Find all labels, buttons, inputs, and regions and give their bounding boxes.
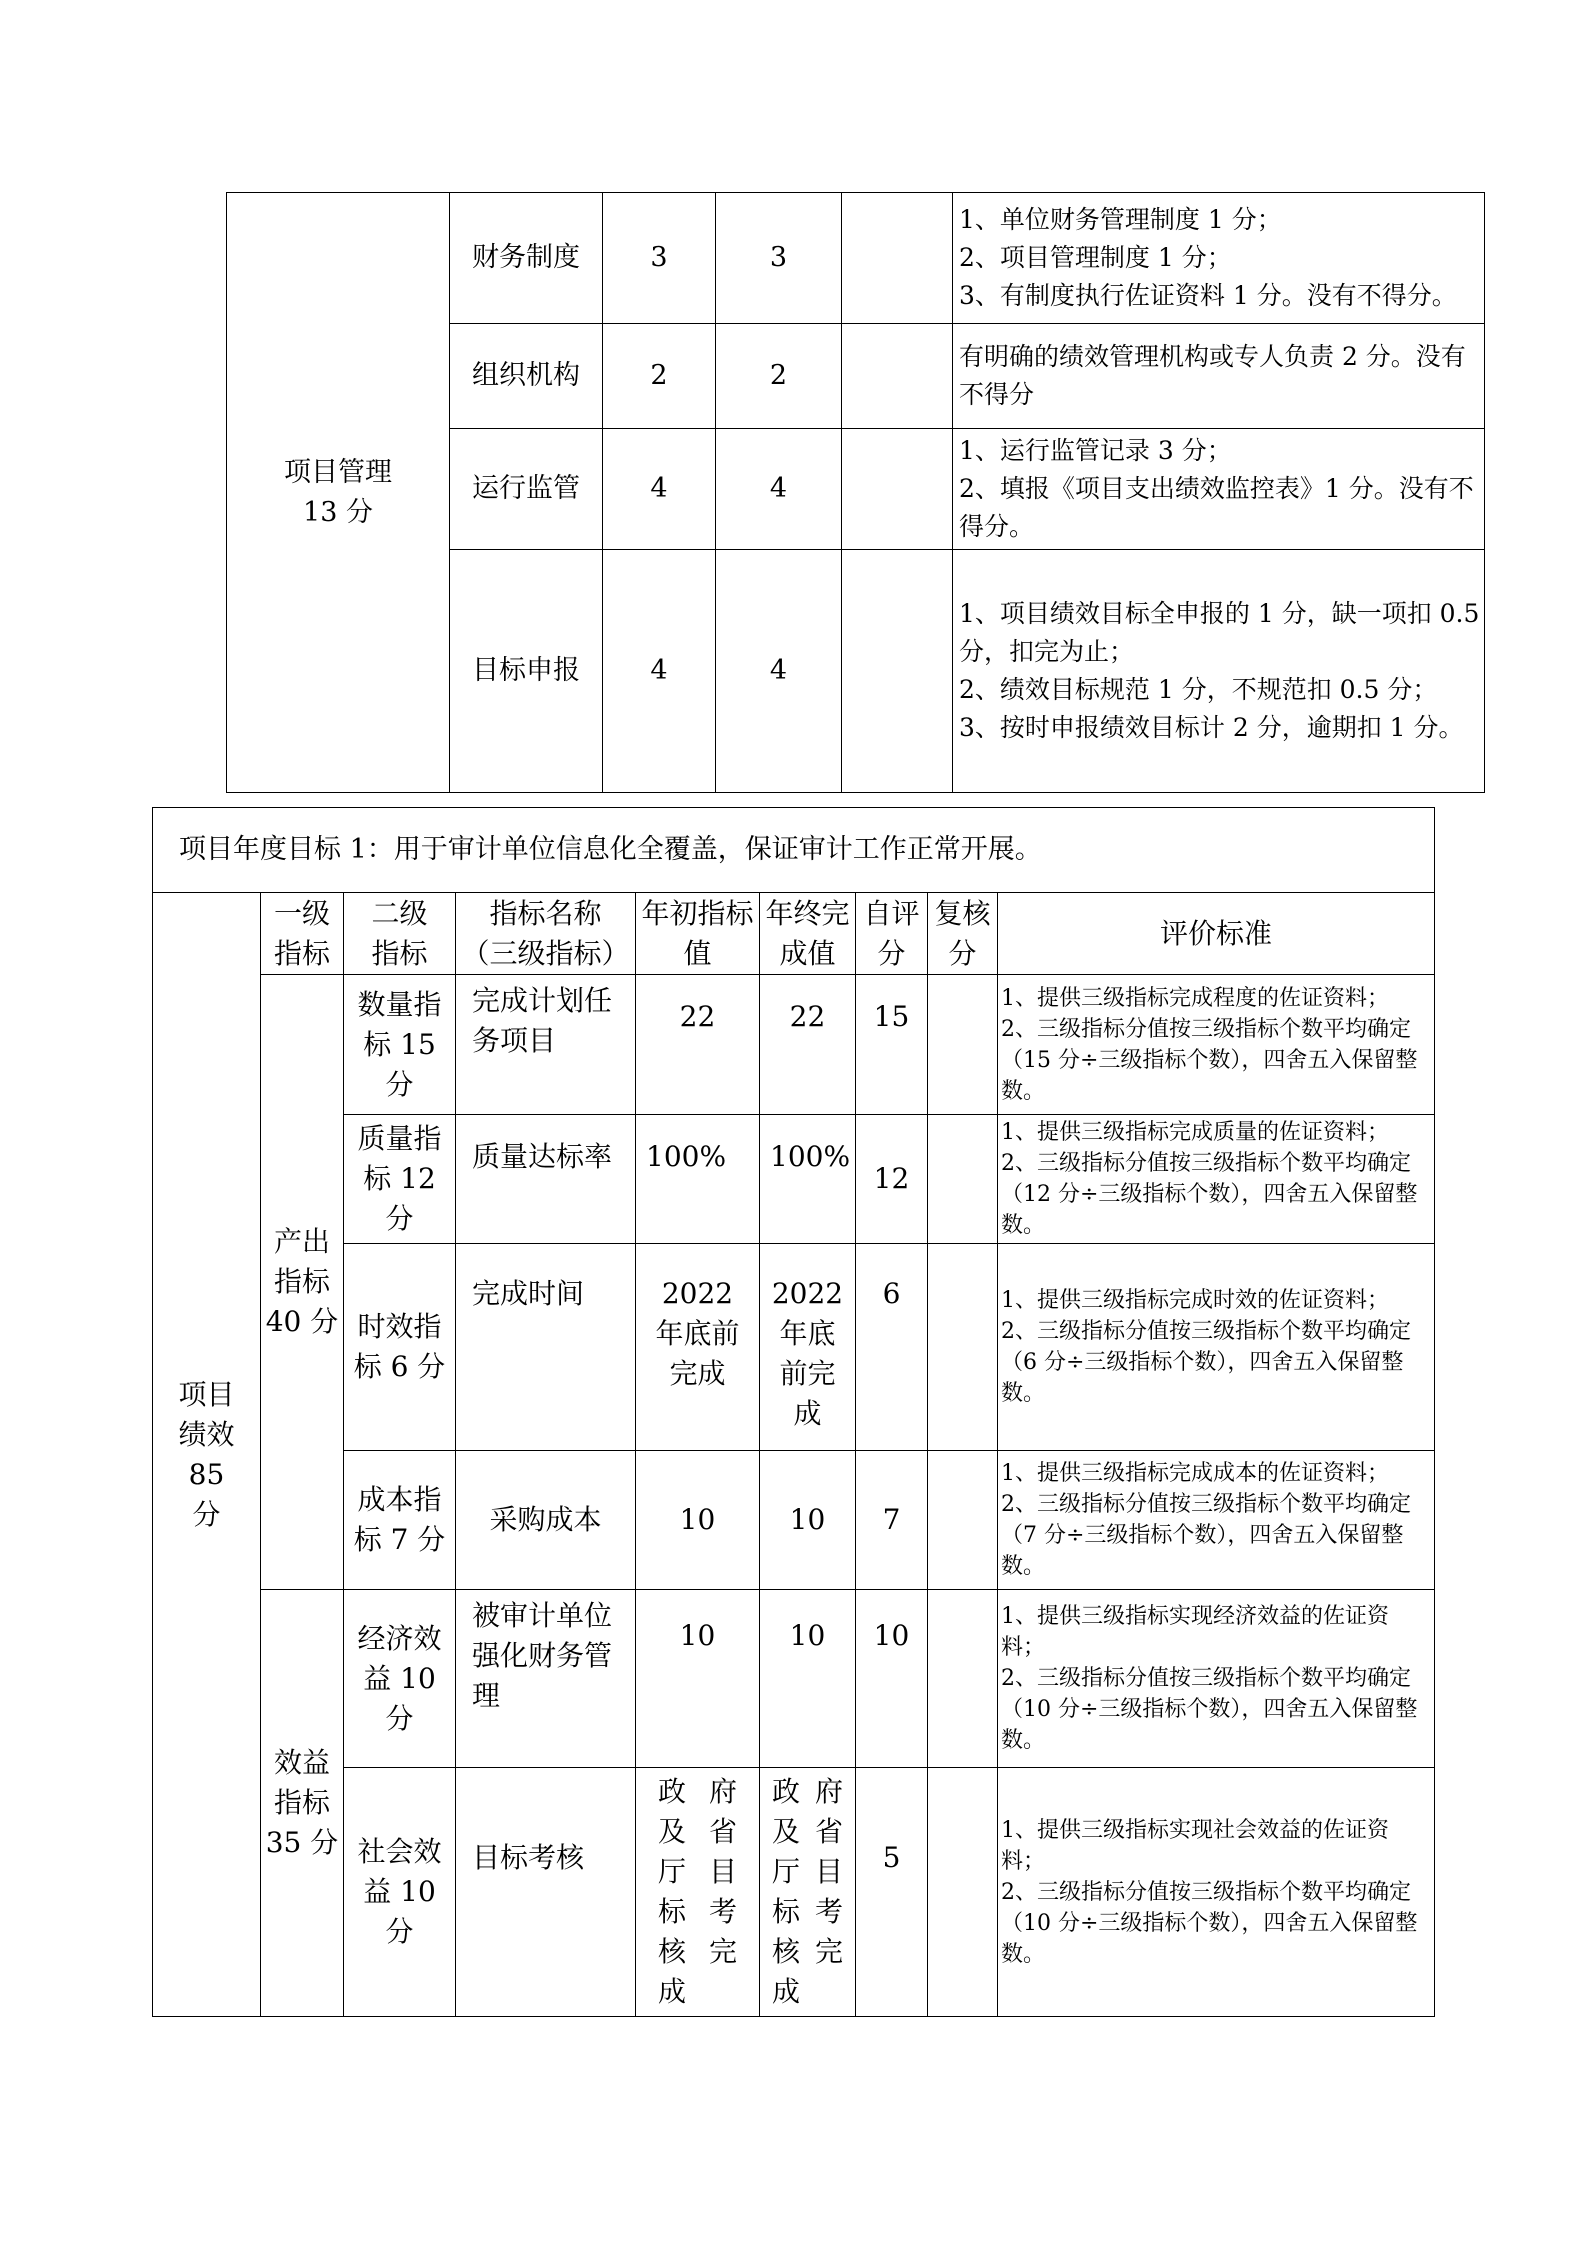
- self-score: 10: [856, 1590, 928, 1768]
- criteria-text: 1、提供三级指标完成程度的佐证资料； 2、三级指标分值按三级指标个数平均确定（15 分÷三级指标个数），四舍五入保留整数。: [998, 975, 1435, 1115]
- self-score: 15: [856, 975, 928, 1115]
- actual-value: 政府及省厅目标考核完成: [760, 1768, 856, 2017]
- actual-value: 10: [760, 1590, 856, 1768]
- target-value: 22: [636, 975, 760, 1115]
- criteria-text: 1、运行监管记录 3 分； 2、填报《项目支出绩效监控表》1 分。没有不得分。: [953, 429, 1485, 550]
- table-row: [153, 975, 1435, 1115]
- indicator-name: 运行监管: [450, 429, 603, 550]
- indicator-name: 被审计单位强化财务管理: [456, 1590, 636, 1768]
- section-label: 项目 绩效 85 分: [153, 893, 261, 2017]
- target-value: 政府及省厅目标考核完成: [636, 1768, 760, 2017]
- table-row: [153, 1590, 1435, 1768]
- level2-label: 数量指标 15 分: [344, 975, 456, 1115]
- criteria-text: 1、提供三级指标完成时效的佐证资料； 2、三级指标分值按三级指标个数平均确定（6 分÷三级指标个数），四舍五入保留整数。: [998, 1244, 1435, 1451]
- target-value: 2022 年底前完成: [636, 1244, 760, 1451]
- header-self-score: 自评 分: [856, 893, 928, 975]
- header-level1: 一级 指标: [261, 893, 344, 975]
- table-row: [153, 1244, 1435, 1451]
- level2-label: 社会效益 10 分: [344, 1768, 456, 2017]
- goal-row: [153, 808, 1435, 893]
- weight-value: 3: [603, 193, 716, 324]
- review-score-cell: [928, 975, 998, 1115]
- criteria-text: 1、提供三级指标实现经济效益的佐证资料； 2、三级指标分值按三级指标个数平均确定（10 分÷三级指标个数），四舍五入保留整数。: [998, 1590, 1435, 1768]
- level2-label: 时效指标 6 分: [344, 1244, 456, 1451]
- actual-value: 10: [760, 1451, 856, 1590]
- section-label: 项目管理 13 分: [227, 193, 450, 793]
- actual-value: 22: [760, 975, 856, 1115]
- header-actual-value: 年终完 成值: [760, 893, 856, 975]
- criteria-text: 1、提供三级指标完成质量的佐证资料； 2、三级指标分值按三级指标个数平均确定（12 分÷三级指标个数），四舍五入保留整数。: [998, 1115, 1435, 1244]
- weight-value: 4: [603, 429, 716, 550]
- review-score-cell: [928, 1115, 998, 1244]
- self-score: 5: [856, 1768, 928, 2017]
- indicator-name: 组织机构: [450, 324, 603, 429]
- review-score-cell: [928, 1590, 998, 1768]
- header-review-score: 复核 分: [928, 893, 998, 975]
- indicator-name: 财务制度: [450, 193, 603, 324]
- indicator-name: 质量达标率: [456, 1115, 636, 1244]
- self-score: 7: [856, 1451, 928, 1590]
- review-score-cell: [928, 1451, 998, 1590]
- project-management-table: [226, 192, 1485, 793]
- annual-goal-text: 项目年度目标 1：用于审计单位信息化全覆盖，保证审计工作正常开展。: [153, 808, 1435, 893]
- actual-value: 100%: [760, 1115, 856, 1244]
- table-row: [153, 1768, 1435, 2017]
- header-target-value: 年初指标 值: [636, 893, 760, 975]
- review-score-cell: [928, 1244, 998, 1451]
- level1-output-label: 产出 指标 40 分: [261, 975, 344, 1590]
- criteria-text: 1、单位财务管理制度 1 分； 2、项目管理制度 1 分； 3、有制度执行佐证资料 1 分。没有不得分。: [953, 193, 1485, 324]
- target-value: 10: [636, 1451, 760, 1590]
- table-row: [153, 1115, 1435, 1244]
- level2-label: 经济效益 10 分: [344, 1590, 456, 1768]
- actual-value: 2022 年底前完成: [760, 1244, 856, 1451]
- criteria-text: 有明确的绩效管理机构或专人负责 2 分。没有不得分: [953, 324, 1485, 429]
- header-indicator-name: 指标名称 （三级指标）: [456, 893, 636, 975]
- target-value: 100%: [636, 1115, 760, 1244]
- self-score: 6: [856, 1244, 928, 1451]
- level2-label: 质量指标 12 分: [344, 1115, 456, 1244]
- header-criteria: 评价标准: [998, 893, 1435, 975]
- criteria-text: 1、提供三级指标实现社会效益的佐证资料； 2、三级指标分值按三级指标个数平均确定（10 分÷三级指标个数），四舍五入保留整数。: [998, 1768, 1435, 2017]
- weight-value: 4: [603, 550, 716, 793]
- review-score-cell: [842, 324, 953, 429]
- target-value: 10: [636, 1590, 760, 1768]
- review-score-cell: [842, 193, 953, 324]
- annual-goal-table: [152, 807, 1435, 2017]
- score-value: 4: [716, 550, 842, 793]
- indicator-name: 目标申报: [450, 550, 603, 793]
- indicator-name: 采购成本: [456, 1451, 636, 1590]
- indicator-name: 完成计划任务项目: [456, 975, 636, 1115]
- weight-value: 2: [603, 324, 716, 429]
- score-value: 4: [716, 429, 842, 550]
- review-score-cell: [842, 550, 953, 793]
- table-row: [153, 1451, 1435, 1590]
- review-score-cell: [928, 1768, 998, 2017]
- level1-benefit-label: 效益 指标 35 分: [261, 1590, 344, 2017]
- table-row: [227, 193, 1485, 324]
- criteria-text: 1、提供三级指标完成成本的佐证资料； 2、三级指标分值按三级指标个数平均确定（7 分÷三级指标个数），四舍五入保留整数。: [998, 1451, 1435, 1590]
- score-value: 2: [716, 324, 842, 429]
- header-row: [153, 893, 1435, 975]
- criteria-text: 1、项目绩效目标全申报的 1 分，缺一项扣 0.5 分，扣完为止； 2、绩效目标规范 1 分，不规范扣 0.5 分； 3、按时申报绩效目标计 2 分，逾期扣 1 分。: [953, 550, 1485, 793]
- indicator-name: 目标考核: [456, 1768, 636, 2017]
- indicator-name: 完成时间: [456, 1244, 636, 1451]
- self-score: 12: [856, 1115, 928, 1244]
- header-level2: 二级 指标: [344, 893, 456, 975]
- score-value: 3: [716, 193, 842, 324]
- review-score-cell: [842, 429, 953, 550]
- level2-label: 成本指标 7 分: [344, 1451, 456, 1590]
